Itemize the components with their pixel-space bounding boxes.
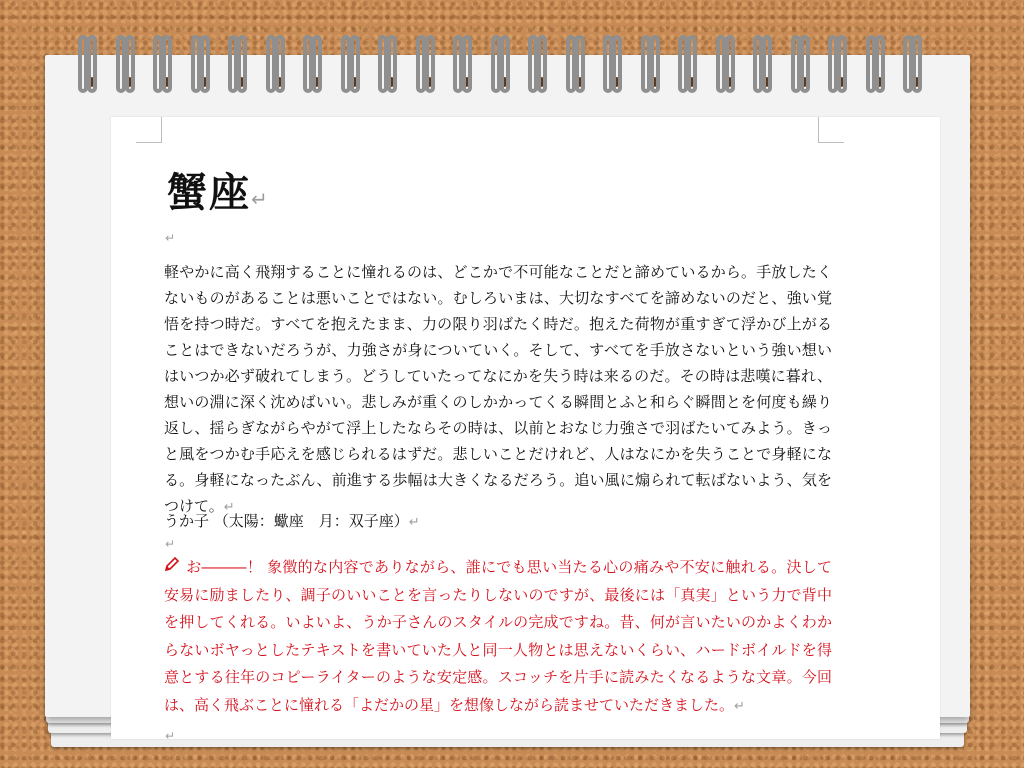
- binding-ring: [462, 35, 472, 93]
- binding-ring: [425, 35, 435, 93]
- body-text: 軽やかに高く飛翔することに憧れるのは、どこかで不可能なことだと諦めているから。手放したくないものがあることは悪いことではない。むしろいまは、大切なすべてを諦めないのだと、強い覚悟を持つ時だ。すべてを抱えたまま、力の限り羽ばたく時だ。抱えた荷物が重すぎて浮かび上がることはできないだろうが、力強さが身についていく。そして、すべてを手放さないという強い想いはいつか必ず破れてしまう。どうしていたってなにかを失う時は来るのだ。その時は悲嘆に暮れ、想いの淵に深く沈めばいい。悲しみが重くのしかかってくる瞬間とふと和らぐ瞬間とを何度も繰り返し、揺らぎながらやがて浮上したならその時は、以前とおなじ力強さで羽ばたいてみよう。きっと風をつかむ手応えを感じられるはずだ。悲しいことだけれど、人はなにかを失うことで身軽になる。身軽になったぶん、前進する歩幅は大きくなるだろう。追い風に煽られて転ばないよう、気をつけて。: [164, 263, 832, 515]
- binding-ring: [125, 35, 135, 93]
- binding-ring: [162, 35, 172, 93]
- paragraph-mark: ↵: [734, 698, 745, 714]
- binding-ring: [875, 35, 885, 93]
- binding-ring: [687, 35, 697, 93]
- margin-corner-mark: [818, 117, 844, 143]
- binding-ring: [575, 35, 585, 93]
- binding-ring: [312, 35, 322, 93]
- paragraph-mark: ↵: [408, 515, 420, 530]
- binding-ring: [200, 35, 210, 93]
- comment-text: お―――！ 象徴的な内容でありながら、誰にでも思い当たる心の痛みや不安に触れる。決して安易に励ましたり、調子のいいことを言ったりしないのですが、最後には「真実」という力で背中を押してくれる。いよいよ、うか子さんのスタイルの完成ですね。昔、何が言いたいのかよくわからないボヤっとしたテキストを書いていた人と同一人物とは思えないくらい、ハードボイルドを得意とする往年のコピーライターのような安定感。スコッチを片手に読みたくなるような文章。今回は、高く飛ぶことに憧れる「よだかの星」を想像しながら読ませていただきました。: [164, 558, 832, 714]
- paragraph-mark: ↵: [223, 500, 235, 515]
- margin-corner-mark: [136, 117, 162, 143]
- binding-ring: [912, 35, 922, 93]
- paragraph-mark: ↵: [165, 231, 176, 245]
- binding-ring: [537, 35, 547, 93]
- binding-ring: [650, 35, 660, 93]
- binding-ring: [87, 35, 97, 93]
- binding-ring: [762, 35, 772, 93]
- paragraph-mark: ↵: [251, 187, 270, 211]
- binding-ring: [837, 35, 847, 93]
- body-paragraph: [164, 259, 832, 521]
- binding-ring: [725, 35, 735, 93]
- editor-comment: [164, 554, 832, 720]
- paragraph-mark: ↵: [165, 537, 176, 551]
- notebook: [45, 35, 970, 755]
- author-text: うか子 （太陽：蠍座 月：双子座）: [164, 512, 409, 530]
- binding-ring: [800, 35, 810, 93]
- document-title: [167, 161, 270, 218]
- binding-ring: [237, 35, 247, 93]
- paragraph-mark: ↵: [165, 729, 176, 743]
- spiral-binding: [70, 35, 950, 115]
- binding-ring: [612, 35, 622, 93]
- binding-ring: [387, 35, 397, 93]
- document-page: [111, 117, 940, 743]
- pencil-icon: [164, 554, 180, 582]
- binding-ring: [500, 35, 510, 93]
- binding-ring: [275, 35, 285, 93]
- binding-ring: [350, 35, 360, 93]
- author-line: [164, 509, 420, 535]
- title-text: 蟹座: [167, 170, 251, 216]
